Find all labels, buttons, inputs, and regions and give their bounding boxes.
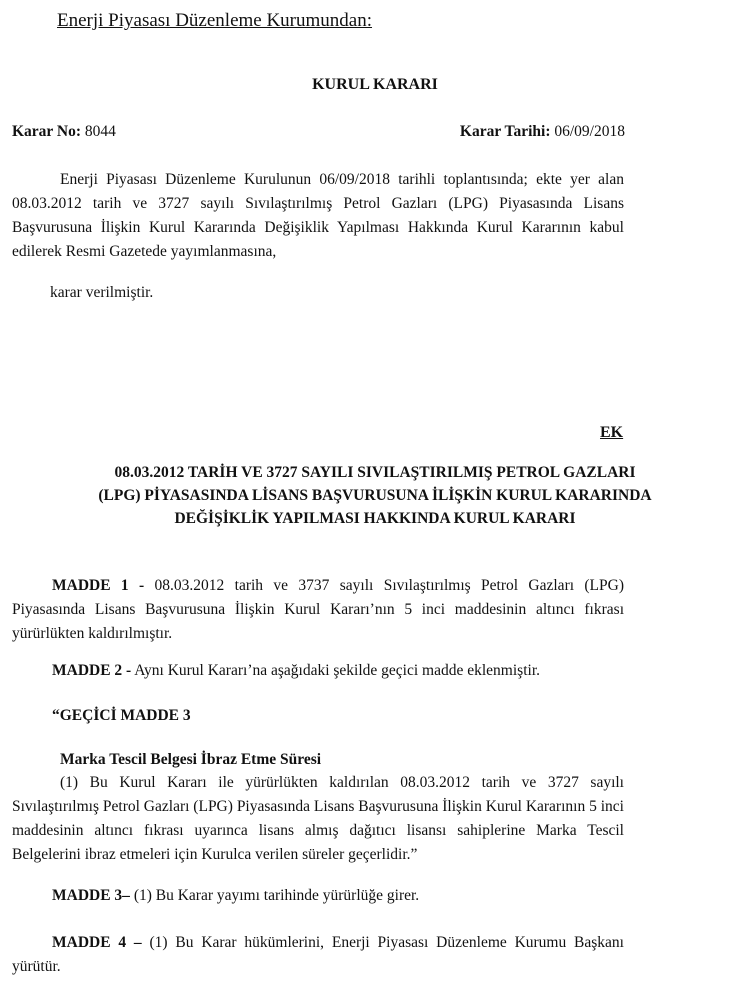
article-3 bbox=[52, 887, 419, 905]
decision-number-value: 8044 bbox=[84, 123, 116, 140]
temporary-article-subheading: Marka Tescil Belgesi İbraz Etme Süresi bbox=[60, 751, 322, 768]
article-1 bbox=[12, 574, 624, 646]
article-2-text: Aynı Kurul Kararı’na aşağıdaki şekilde geçici madde eklenmiştir. bbox=[134, 662, 540, 679]
decision-date bbox=[460, 123, 625, 141]
article-4-label: MADDE 4 – bbox=[52, 934, 142, 951]
institution-heading: Enerji Piyasası Düzenleme Kurumundan: bbox=[57, 10, 373, 31]
decision-number bbox=[12, 123, 116, 141]
article-2 bbox=[52, 662, 540, 680]
document-title: KURUL KARARI bbox=[312, 76, 438, 93]
annex-title-line: DEĞİŞİKLİK YAPILMASI HAKKINDA KURUL KARARI bbox=[174, 510, 576, 527]
annex-title bbox=[0, 461, 750, 530]
article-4 bbox=[12, 931, 624, 979]
article-3-text: (1) Bu Karar yayımı tarihinde yürürlüğe girer. bbox=[133, 887, 420, 904]
annex-title-line: (LPG) PİYASASINDA LİSANS BAŞVURUSUNA İLİŞKİN KURUL KARARINDA bbox=[98, 487, 652, 504]
temporary-article-text: (1) Bu Kurul Kararı ile yürürlükten kaldırılan 08.03.2012 tarih ve 3727 sayılı Sıvılaştırılmış Petrol Gazları (LPG) Piyasasında Lisans Başvurusuna İlişkin Kurul Kararının 5 inci maddesinin altıncı fıkrası uyarınca lisans almış dağıtıcı lisansı sahiplerine Marka Tescil Belgelerini ibraz etmeleri için Kurulca verilen süreler geçerlidir.” bbox=[12, 774, 624, 863]
intro-conclusion: karar verilmiştir. bbox=[50, 284, 154, 301]
annex-title-line: 08.03.2012 TARİH VE 3727 SAYILI SIVILAŞTIRILMIŞ PETROL GAZLARI bbox=[114, 464, 636, 481]
decision-number-label: Karar No: bbox=[12, 123, 82, 140]
intro-paragraph: Enerji Piyasası Düzenleme Kurulunun 06/09/2018 tarihli toplantısında; ekte yer alan 08.03.2012 tarih ve 3727 sayılı Sıvılaştırılmış Petrol Gazları (LPG) Piyasasında Lisans Başvurusuna İlişkin Kurul Kararında Değişiklik Yapılması Hakkında Kurul Kararının kabul edilerek Resmi Gazetede yayımlanmasına, bbox=[12, 171, 624, 260]
annex-label: EK bbox=[600, 424, 624, 441]
decision-date-value: 06/09/2018 bbox=[554, 123, 625, 140]
article-1-text: 08.03.2012 tarih ve 3737 sayılı Sıvılaştırılmış Petrol Gazları (LPG) Piyasasında Lisans Başvurusuna İlişkin Kurul Kararı’nın 5 inci maddesinin altıncı fıkrası yürürlükten kaldırılmıştır. bbox=[12, 577, 624, 642]
article-2-label: MADDE 2 - bbox=[52, 662, 132, 679]
article-3-label: MADDE 3– bbox=[52, 887, 130, 904]
article-4-text: (1) Bu Karar hükümlerini, Enerji Piyasası Düzenleme Kurumu Başkanı yürütür. bbox=[12, 934, 624, 975]
temporary-article-heading: “GEÇİCİ MADDE 3 bbox=[52, 707, 191, 724]
article-1-label: MADDE 1 - bbox=[52, 577, 145, 594]
decision-date-label: Karar Tarihi: bbox=[459, 123, 551, 140]
